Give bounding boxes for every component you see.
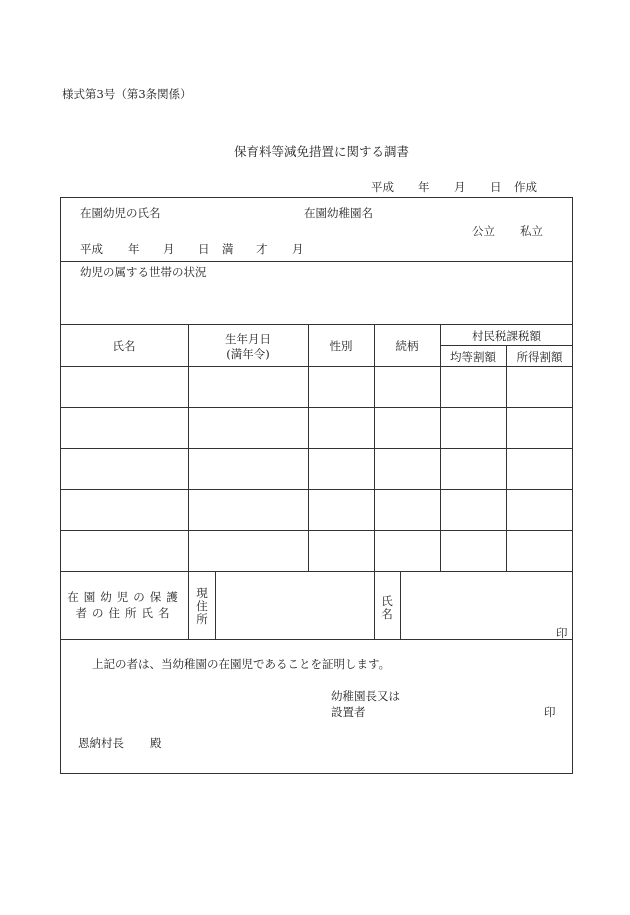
kindergarten-name-label: 在園幼稚園名 [304, 206, 373, 220]
column-header-tax: 村民税課税額 [472, 329, 541, 343]
form-frame [60, 197, 573, 774]
column-header-sex: 性別 [329, 339, 353, 353]
table-row-divider [60, 407, 573, 408]
guardian-name-label: 氏名 [381, 594, 393, 621]
table-row-divider [60, 530, 573, 531]
divider [60, 324, 573, 325]
table-row-divider [60, 489, 573, 490]
age-months: 月 [292, 242, 304, 256]
principal-label: 幼稚園長又は [331, 689, 400, 703]
column-header-age: (満年令) [226, 347, 270, 361]
table-vline [506, 345, 507, 572]
guardian-vline [400, 571, 401, 639]
guardian-seal: 印 [556, 626, 568, 640]
age-prefix: 満 [222, 242, 234, 256]
form-number: 様式第3号（第3条関係） [62, 87, 192, 101]
birth-month: 月 [163, 242, 175, 256]
public-option[interactable]: 公立 [472, 224, 495, 238]
certification-statement: 上記の者は、当幼稚園の在園児であることを証明します。 [92, 657, 391, 671]
table-row-divider [60, 448, 573, 449]
column-header-tax-equal: 均等割額 [450, 350, 496, 364]
birth-era: 平成 [80, 242, 103, 256]
addressee: 恩納村長 [78, 736, 124, 750]
divider [60, 639, 573, 640]
date-month: 月 [454, 180, 466, 194]
table-row-divider [60, 571, 573, 572]
column-header-birth: 生年月日 [225, 332, 271, 346]
date-era: 平成 [371, 180, 394, 194]
table-row-divider [60, 366, 573, 367]
divider [60, 261, 573, 262]
date-day: 日 [490, 180, 502, 194]
guardian-vline [215, 571, 216, 639]
birth-day: 日 [198, 242, 210, 256]
date-made: 作成 [514, 180, 537, 194]
birth-year: 年 [128, 242, 140, 256]
child-name-label: 在園幼児の氏名 [80, 206, 161, 220]
household-label: 幼児の属する世帯の状況 [80, 265, 207, 279]
column-header-tax-income: 所得割額 [516, 350, 563, 364]
guardian-label-line2: 者の住所氏名 [75, 606, 175, 620]
founder-label: 設置者 [331, 705, 366, 719]
address-label: 現住所 [196, 586, 208, 626]
table-hline [440, 345, 573, 346]
date-year: 年 [418, 180, 430, 194]
column-header-name: 氏名 [112, 339, 136, 353]
guardian-vline [188, 571, 189, 639]
private-option[interactable]: 私立 [520, 224, 543, 238]
principal-seal: 印 [544, 705, 556, 719]
guardian-vline [374, 571, 375, 639]
age-years: 才 [256, 242, 268, 256]
addressee-honorific: 殿 [150, 736, 162, 750]
guardian-label-line1: 在園幼児の保護 [67, 590, 183, 604]
document-title: 保育料等減免措置に関する調書 [234, 144, 410, 159]
column-header-relation: 続柄 [395, 339, 419, 353]
